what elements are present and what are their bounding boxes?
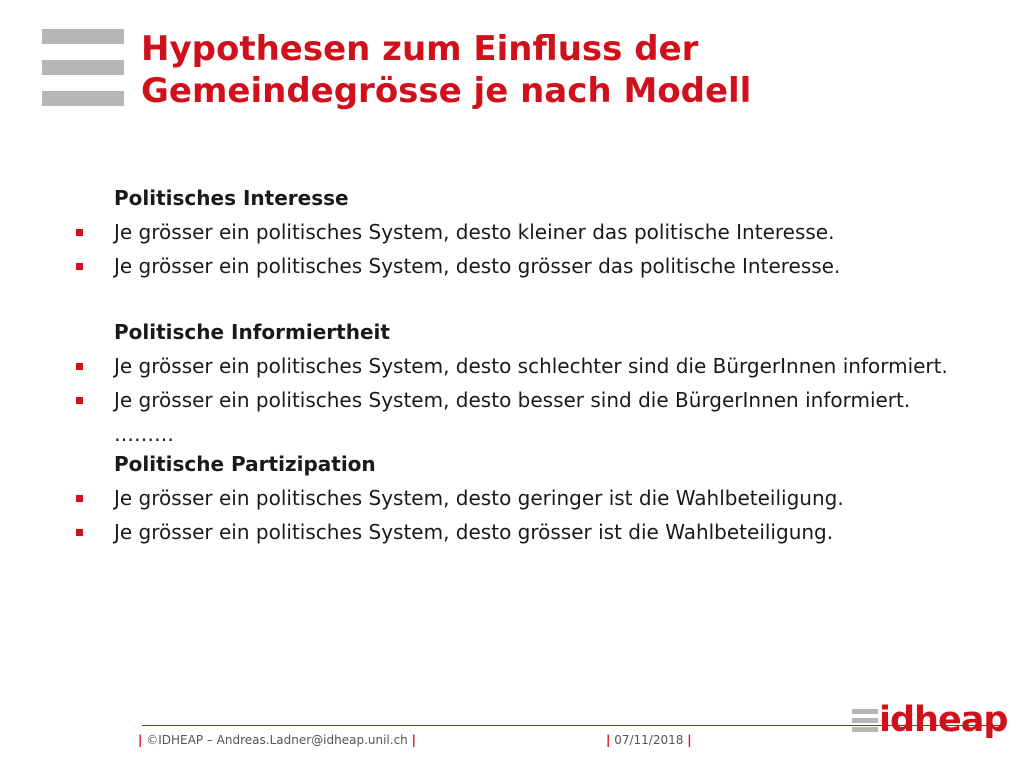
logo-bar [42, 91, 124, 106]
square-bullet-icon [76, 397, 83, 404]
menu-bars-logo-icon [42, 29, 124, 107]
footer-copyright [138, 733, 416, 747]
bullet-text: Je grösser ein politisches System, desto geringer ist die Wahlbeteiligung. [114, 486, 844, 510]
footer-pipe: | [411, 733, 416, 747]
slide-title [141, 28, 1001, 112]
idheap-logo [852, 700, 1008, 742]
brand-name: idheap [879, 700, 1008, 740]
footer-pipe: | [138, 733, 143, 747]
brand-bars-icon [852, 709, 878, 733]
bullet-text: Je grösser ein politisches System, desto grösser ist die Wahlbeteiligung. [114, 520, 834, 544]
bullet-text: Je grösser ein politisches System, desto besser sind die BürgerInnen informiert. [114, 388, 911, 412]
square-bullet-icon [76, 229, 83, 236]
slide-body [74, 183, 1014, 551]
bullet-list [74, 483, 1014, 547]
section-heading: Politische Informiertheit [114, 320, 390, 344]
date-text: 07/11/2018 [614, 733, 684, 747]
bullet-item [74, 483, 1014, 513]
logo-bar [42, 60, 124, 75]
bullet-item [74, 217, 1014, 247]
bullet-item [74, 351, 1014, 381]
bullet-item [74, 517, 1014, 547]
bullet-text: Je grösser ein politisches System, desto kleiner das politische Interesse. [114, 220, 835, 244]
section-heading: Politische Partizipation [114, 452, 376, 476]
bullet-item [74, 251, 1014, 281]
bullet-list [74, 351, 1014, 415]
square-bullet-icon [76, 263, 83, 270]
bullet-list [74, 217, 1014, 281]
square-bullet-icon [76, 529, 83, 536]
title-line-1: Hypothesen zum Einfluss der [141, 29, 699, 69]
ellipsis-text: ……… [114, 422, 174, 446]
footer-pipe: | [687, 733, 692, 747]
section-heading: Politisches Interesse [114, 186, 349, 210]
logo-bar [42, 29, 124, 44]
bullet-item [74, 385, 1014, 415]
square-bullet-icon [76, 363, 83, 370]
square-bullet-icon [76, 495, 83, 502]
copyright-text: ©IDHEAP – Andreas.Ladner@idheap.unil.ch [146, 733, 408, 747]
bullet-text: Je grösser ein politisches System, desto schlechter sind die BürgerInnen informiert. [114, 354, 948, 378]
title-line-2: Gemeindegrösse je nach Modell [141, 71, 752, 111]
footer-pipe: | [606, 733, 611, 747]
bullet-text: Je grösser ein politisches System, desto grösser das politische Interesse. [114, 254, 841, 278]
footer-date [606, 733, 692, 747]
